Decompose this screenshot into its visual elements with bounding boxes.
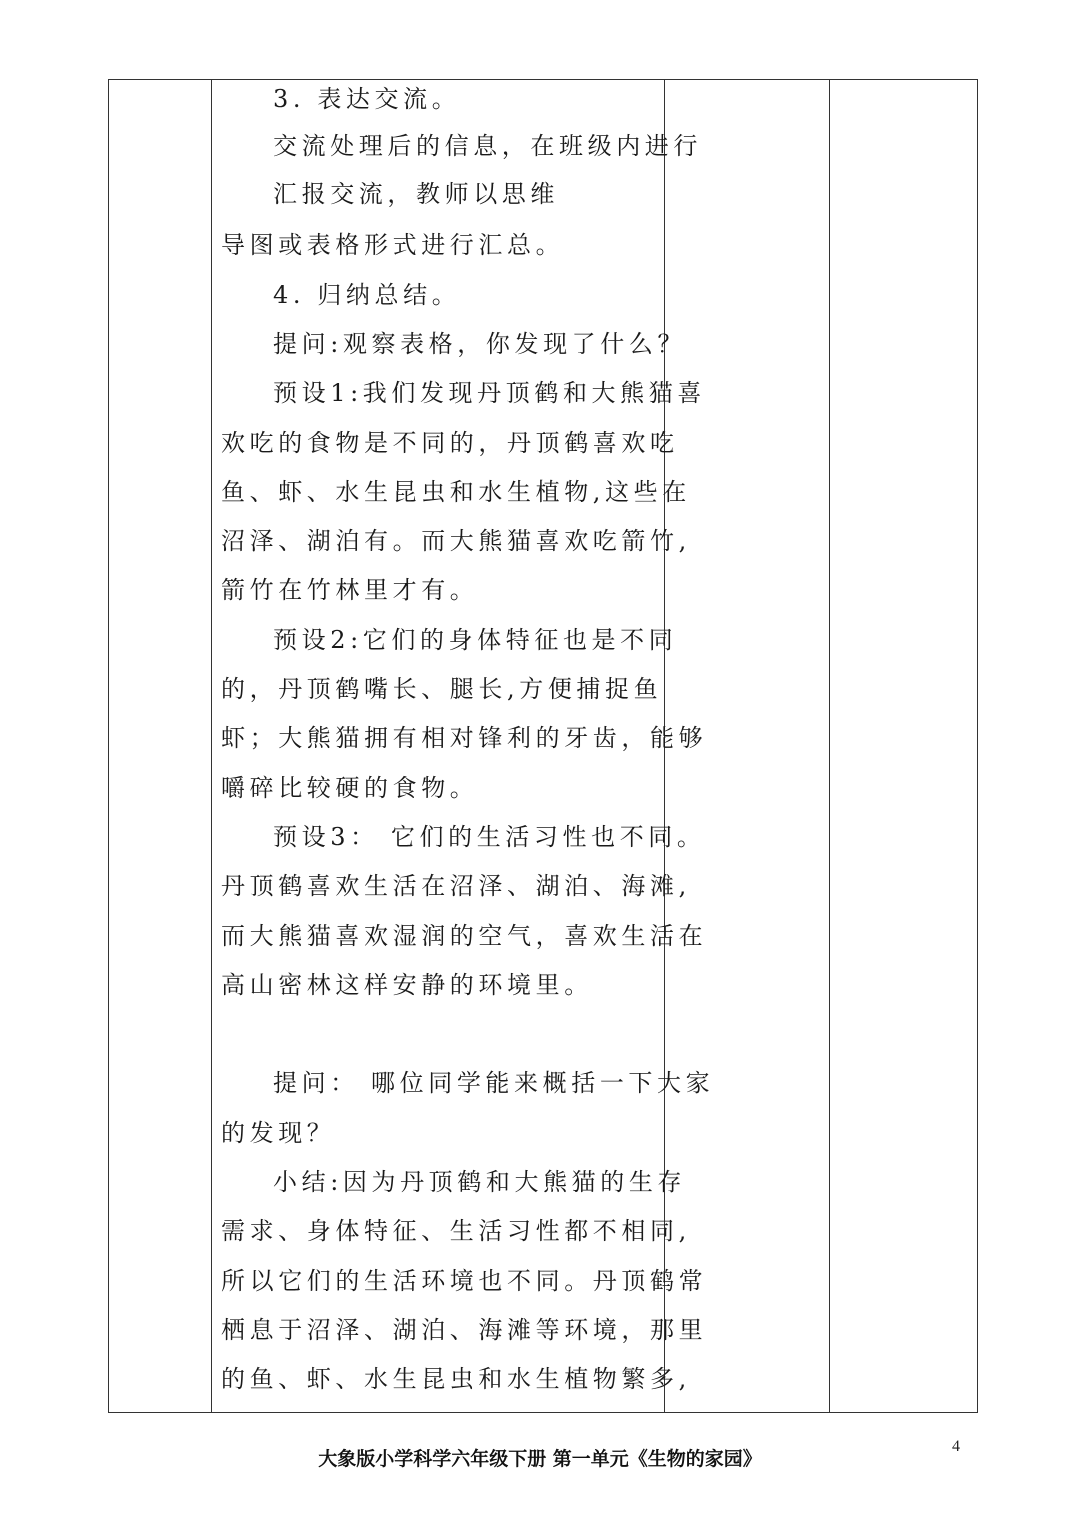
paragraph-line: 欢吃的食物是不同的，丹顶鹤喜欢吃 [221,429,679,457]
paragraph-line: 小结:因为丹顶鹤和大熊猫的生存 [273,1168,687,1196]
paragraph-line: 的，丹顶鹤嘴长、腿长,方便捕捉鱼 [221,675,663,703]
paragraph-line: 虾；大熊猫拥有相对锋利的牙齿，能够 [221,724,708,752]
lesson-table [108,79,978,1413]
paragraph-line: 预设2:它们的身体特征也是不同 [273,626,678,654]
paragraph-line: 丹顶鹤喜欢生活在沼泽、湖泊、海滩, [221,872,691,900]
paragraph-line: 交流处理后的信息，在班级内进行 [273,132,702,160]
paragraph-line: 嚼碎比较硬的食物。 [221,774,479,802]
paragraph-line: 箭竹在竹林里才有。 [221,576,479,604]
paragraph-line: 栖息于沼泽、湖泊、海滩等环境，那里 [221,1316,708,1344]
paragraph-line: 需求、身体特征、生活习性都不相同, [221,1217,691,1245]
page-footer-title: 大象版小学科学六年级下册 第一单元《生物的家园》 [318,1448,762,1470]
paragraph-line: 的发现？ [221,1119,336,1147]
column-divider [211,80,212,1412]
paragraph-line: 4. 归纳总结。 [273,281,461,309]
paragraph-line: 提问： 哪位同学能来概括一下大家 [273,1069,715,1097]
paragraph-line: 而大熊猫喜欢湿润的空气，喜欢生活在 [221,922,708,950]
paragraph-line: 的鱼、虾、水生昆虫和水生植物繁多, [221,1365,691,1393]
paragraph-line: 提问:观察表格，你发现了什么？ [273,330,687,358]
paragraph-line: 预设3： 它们的生活习性也不同。 [273,823,706,851]
paragraph-line: 鱼、虾、水生昆虫和水生植物,这些在 [221,478,691,506]
paragraph-line: 3. 表达交流。 [273,85,461,113]
paragraph-line: 汇报交流，教师以思维 [273,180,559,208]
paragraph-line: 导图或表格形式进行汇总。 [221,231,565,259]
paragraph-line: 所以它们的生活环境也不同。丹顶鹤常 [221,1267,708,1295]
paragraph-line: 沼泽、湖泊有。而大熊猫喜欢吃箭竹, [221,527,691,555]
paragraph-line: 预设1:我们发现丹顶鹤和大熊猫喜 [273,379,706,407]
column-divider [829,80,830,1412]
page-number: 4 [952,1438,960,1455]
paragraph-line: 高山密林这样安静的环境里。 [221,971,593,999]
